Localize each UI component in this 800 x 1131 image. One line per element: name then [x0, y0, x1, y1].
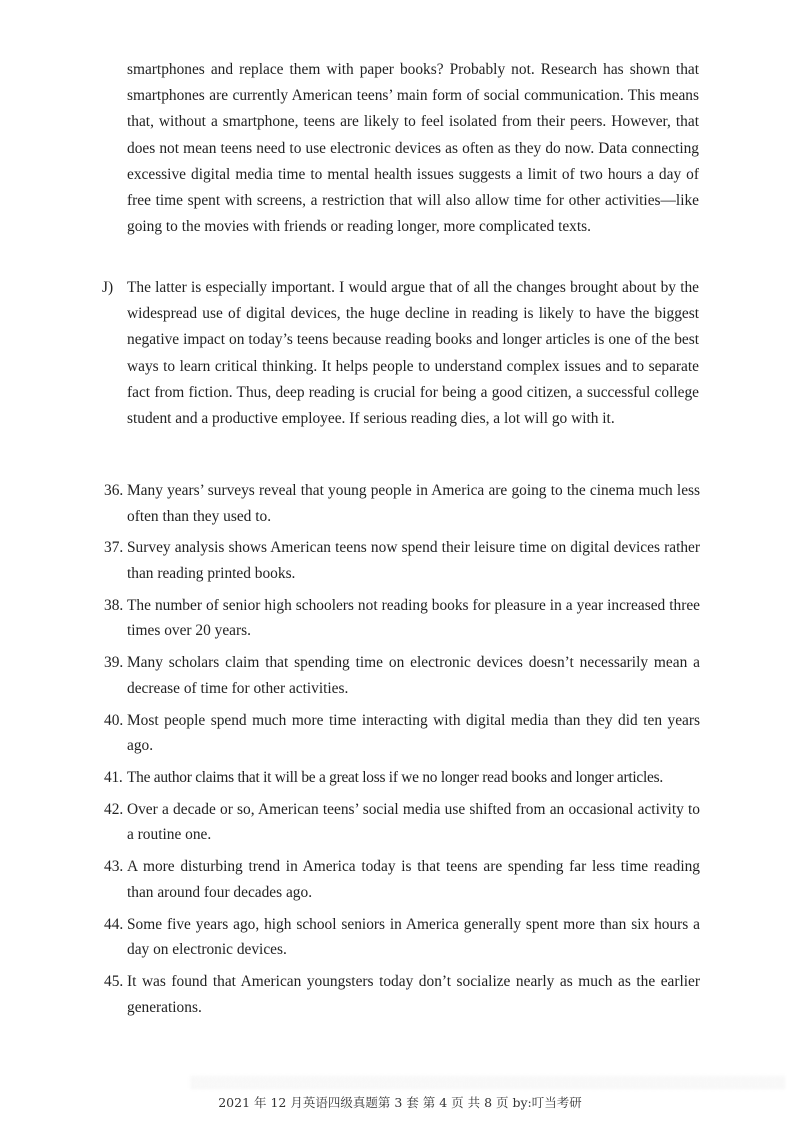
question-39	[104, 650, 700, 701]
question-36	[104, 478, 700, 529]
page-footer: 2021 年 12 月英语四级真题第 3 套 第 4 页 共 8 页 by:叮当考研	[218, 1095, 582, 1110]
question-number: 41.	[104, 768, 123, 786]
question-text: The number of senior high schoolers not reading books for pleasure in a year increased three times over 20 years.	[127, 596, 700, 640]
question-number: 39.	[104, 654, 124, 672]
question-number: 36.	[104, 482, 124, 499]
question-42	[104, 797, 700, 848]
question-45	[104, 969, 700, 1020]
question-number: 40.	[104, 711, 124, 729]
faded-watermark: ░░░░░░░░░░░░░░░░░░░░░░░░░░░░░░░░░░░░░░░░░░░░░░░░░░░░░░░░░░░░░░░░░░░░░░	[190, 1075, 786, 1089]
question-list	[104, 478, 700, 1026]
question-38	[104, 593, 700, 644]
question-number: 44.	[104, 915, 124, 933]
question-text: Over a decade or so, American teens’ social media use shifted from an occasional activity to a routine one.	[127, 800, 700, 844]
question-44	[104, 912, 700, 963]
paragraph-i-continuation: smartphones and replace them with paper books? Probably not. Research has shown that smartphones are currently American teens’ main form of social communication. This means that, without a smartphone, teens are likely to feel isolated from their peers. However, that does not mean teens need to use electronic devices as often as they do now. Data connecting excessive digital media time to mental health issues suggests a limit of two hours a day of free time spent with screens, a restriction that will also allow time for other activities—like going to the movies with friends or reading longer, more complicated texts.	[127, 61, 699, 236]
question-number: 42.	[104, 800, 124, 818]
question-37	[104, 535, 700, 586]
question-text: Most people spend much more time interacting with digital media than they did ten years ago.	[127, 711, 700, 755]
question-text: Many scholars claim that spending time on electronic devices doesn’t necessarily mean a decrease of time for other activities.	[127, 654, 700, 697]
question-number: 38.	[104, 596, 124, 614]
paragraph-text: The latter is especially important. I would argue that of all the changes brought about by the widespread use of digital devices, the huge decline in reading is likely to have the biggest negative impact on today’s teens because reading books and longer articles is one of the best ways to learn critical thinking. It helps people to understand complex issues and to separate fact from fiction. Thus, deep reading is crucial for being a good citizen, a successful college student and a productive employee. If serious reading dies, a lot will go with it.	[127, 279, 699, 428]
question-text: The author claims that it will be a great loss if we no longer read books and longer articles.	[127, 768, 663, 786]
question-text: Some five years ago, high school seniors in America generally spent more than six hours a day on electronic devices.	[127, 915, 700, 959]
question-number: 37.	[104, 539, 124, 557]
question-text: A more disturbing trend in America today is that teens are spending far less time reading than around four decades ago.	[127, 858, 700, 901]
question-text: It was found that American youngsters today don’t socialize nearly as much as the earlier generations.	[127, 973, 700, 1016]
paragraph-j	[102, 275, 699, 432]
paragraph-label: J)	[102, 279, 114, 296]
question-number: 43.	[104, 858, 124, 876]
question-number: 45.	[104, 973, 124, 991]
question-43	[104, 854, 700, 905]
question-40	[104, 708, 700, 759]
question-text: Survey analysis shows American teens now spend their leisure time on digital devices rather than reading printed books.	[127, 539, 700, 582]
question-41	[104, 765, 700, 791]
question-text: Many years’ surveys reveal that young people in America are going to the cinema much less often than they used to.	[127, 482, 700, 525]
